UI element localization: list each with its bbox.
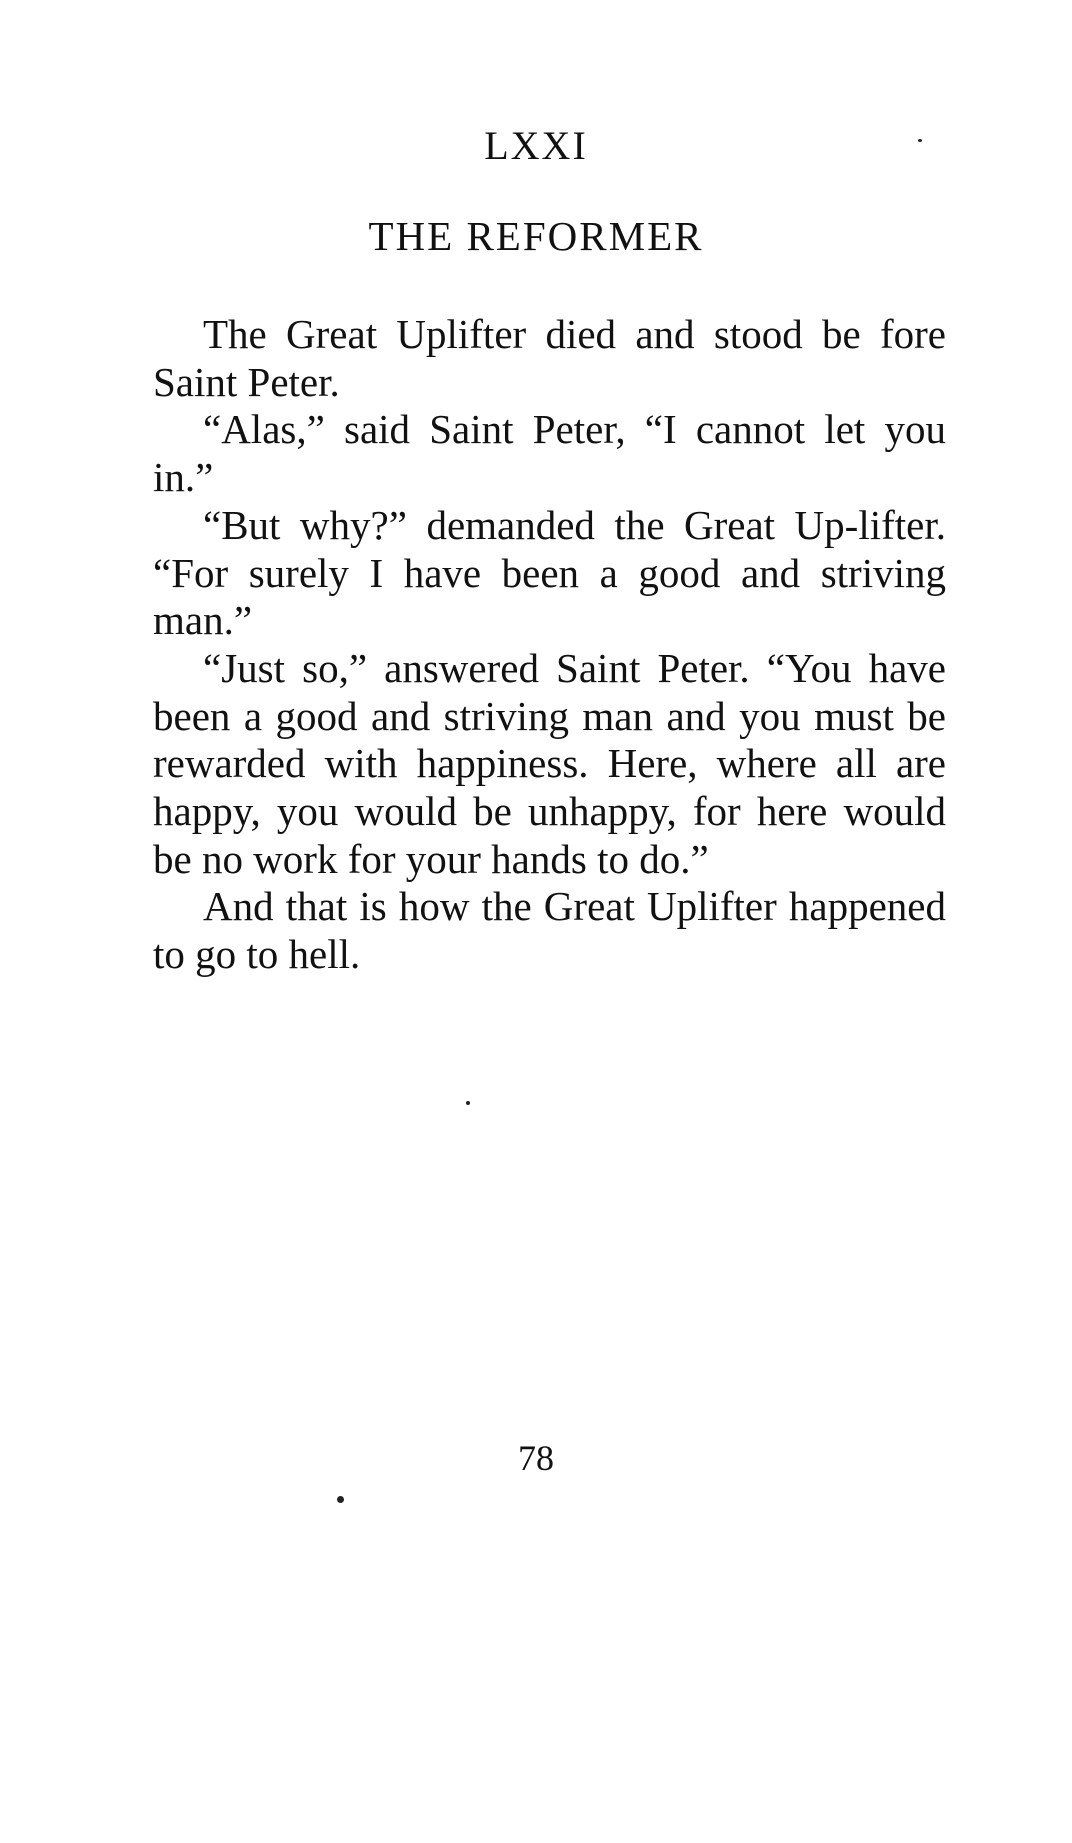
paragraph: “But why?” demanded the Great Up-lifter. “For surely I have been a good and striving man.” [153,501,946,644]
page-number: 78 [518,1438,554,1478]
story-body [153,311,946,979]
paragraph: “Just so,” answered Saint Peter. “You have been a good and striving man and you must be rewarded with happiness. Here, where all are happy, you would be unhappy, for here would be no work for your hands to do.” [153,644,946,882]
paragraph: And that is how the Great Uplifter happened to go to hell. [153,883,946,978]
chapter-title: THE REFORMER [368,213,704,259]
paragraph: “Alas,” said Saint Peter, “I cannot let you in.” [153,406,946,501]
scan-speck [337,1496,344,1503]
scan-speck [918,139,922,142]
chapter-number: LXXI [484,123,588,168]
scan-speck [466,1101,470,1105]
paragraph: The Great Uplifter died and stood be fore Saint Peter. [153,311,946,405]
